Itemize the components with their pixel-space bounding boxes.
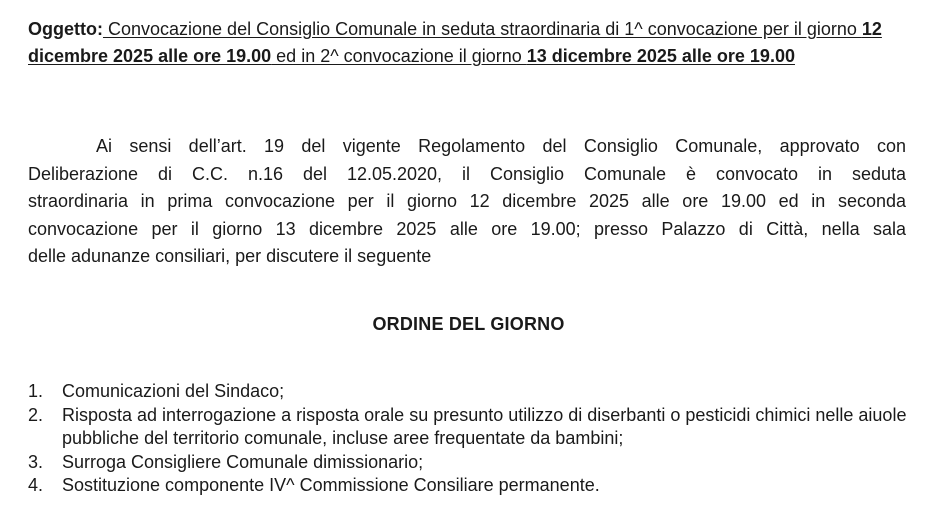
agenda-item-number: 4.: [28, 475, 44, 495]
agenda-item: [28, 380, 918, 404]
subject-text: [28, 19, 882, 66]
subject-text-part2: ed in 2^ convocazione il giorno: [271, 46, 527, 66]
agenda-list: [28, 380, 918, 498]
agenda-item: [28, 451, 918, 475]
agenda-heading: ORDINE DEL GIORNO: [372, 314, 565, 334]
subject-date-first: 12 dicembre 2025 alle ore 19.00: [28, 19, 882, 66]
convocation-paragraph: [28, 133, 906, 271]
paragraph-line: convocazione per il giorno 13 dicembre 2025 alle ore 19.00; presso Palazzo di Città, nella sala: [28, 218, 906, 239]
agenda-item-text: Comunicazioni del Sindaco;: [62, 381, 285, 401]
subject-date-second: 13 dicembre 2025 alle ore 19.00: [526, 46, 795, 66]
subject-block: [28, 16, 908, 70]
agenda-item: [28, 404, 918, 451]
subject-label: Oggetto:: [28, 19, 103, 39]
agenda-item-number: 3.: [28, 451, 44, 472]
subject-text-part1: Convocazione del Consiglio Comunale in seduta straordinaria di 1^ convocazione per il giorno: [102, 19, 862, 39]
agenda-item-text: Surroga Consigliere Comunale dimissionario;: [62, 451, 424, 472]
paragraph-line: Deliberazione di C.C. n.16 del 12.05.2020, il Consiglio Comunale è convocato in seduta: [28, 163, 906, 184]
paragraph-line: delle adunanze consiliari, per discutere il seguente: [28, 246, 432, 266]
agenda-item-text: Risposta ad interrogazione a risposta orale su presunto utilizzo di diserbanti o pesticidi chimici nelle aiuole pubbliche del territorio comunale, incluse aree frequentate da bambini;: [62, 404, 907, 448]
agenda-item-number: 2.: [28, 404, 44, 425]
agenda-item: [28, 474, 918, 498]
agenda-item-number: 1.: [28, 381, 44, 401]
paragraph-line: Ai sensi dell’art. 19 del vigente Regolamento del Consiglio Comunale, approvato con: [96, 136, 906, 156]
paragraph-line: straordinaria in prima convocazione per il giorno 12 dicembre 2025 alle ore 19.00 ed in seconda: [28, 191, 906, 211]
agenda-item-text: Sostituzione componente IV^ Commissione Consiliare permanente.: [62, 475, 600, 495]
